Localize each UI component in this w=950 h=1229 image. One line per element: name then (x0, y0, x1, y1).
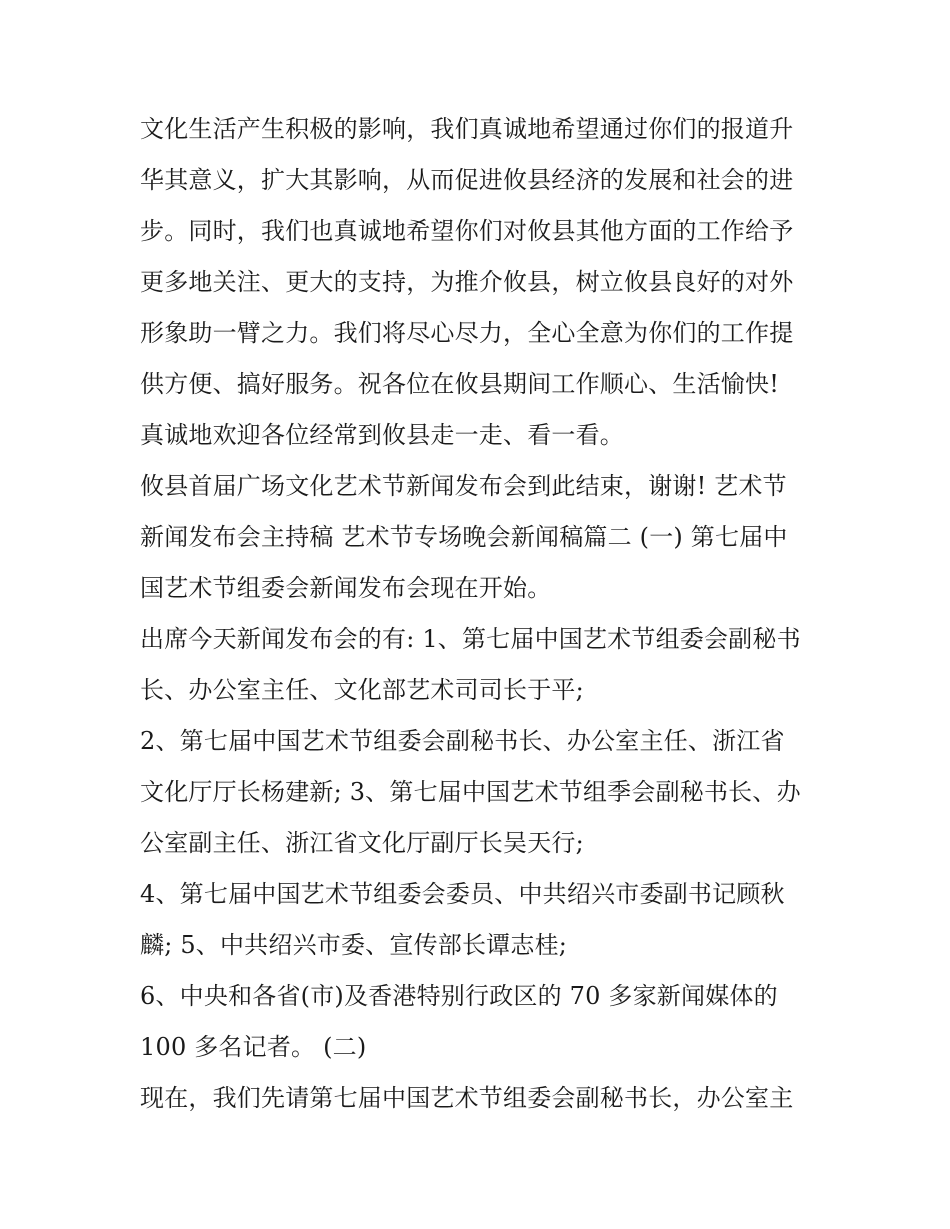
text-line: 6、中央和各省(市)及香港特别行政区的 70 多家新闻媒体的 (140, 982, 778, 1010)
text-line: 华其意义，扩大其影响，从而促进攸县经济的发展和社会的进 (140, 166, 794, 194)
text-line: 供方便、搞好服务。祝各位在攸县期间工作顺心、生活愉快! (140, 370, 780, 398)
text-line: 长、办公室主任、文化部艺术司司长于平; (140, 676, 584, 704)
text-line: 攸县首届广场文化艺术节新闻发布会到此结束，谢谢! 艺术节 (140, 472, 787, 500)
text-line: 文化厅厅长杨建新; 3、第七届中国艺术节组季会副秘书长、办 (140, 778, 801, 806)
text-line: 新闻发布会主持稿 艺术节专场晚会新闻稿篇二 (一) 第七届中 (140, 523, 788, 551)
text-line: 100 多名记者。 (二) (140, 1033, 367, 1061)
text-line: 形象助一臂之力。我们将尽心尽力，全心全意为你们的工作提 (140, 319, 794, 347)
text-line: 麟; 5、中共绍兴市委、宣传部长谭志桂; (140, 931, 568, 959)
text-line: 2、第七届中国艺术节组委会副秘书长、办公室主任、浙江省 (140, 727, 785, 755)
text-line: 国艺术节组委会新闻发布会现在开始。 (140, 574, 552, 602)
text-line: 真诚地欢迎各位经常到攸县走一走、看一看。 (140, 421, 624, 449)
text-line: 步。同时，我们也真诚地希望你们对攸县其他方面的工作给予 (140, 217, 794, 245)
text-line: 出席今天新闻发布会的有: 1、第七届中国艺术节组委会副秘书 (140, 625, 801, 653)
text-line: 4、第七届中国艺术节组委会委员、中共绍兴市委副书记顾秋 (140, 880, 785, 908)
text-line: 现在，我们先请第七届中国艺术节组委会副秘书长，办公室主 (140, 1084, 794, 1112)
text-line: 文化生活产生积极的影响，我们真诚地希望通过你们的报道升 (140, 115, 794, 143)
document-body (140, 104, 820, 1124)
text-line: 公室副主任、浙江省文化厅副厅长吴天行; (140, 829, 584, 857)
text-line: 更多地关注、更大的支持，为推介攸县，树立攸县良好的对外 (140, 268, 794, 296)
